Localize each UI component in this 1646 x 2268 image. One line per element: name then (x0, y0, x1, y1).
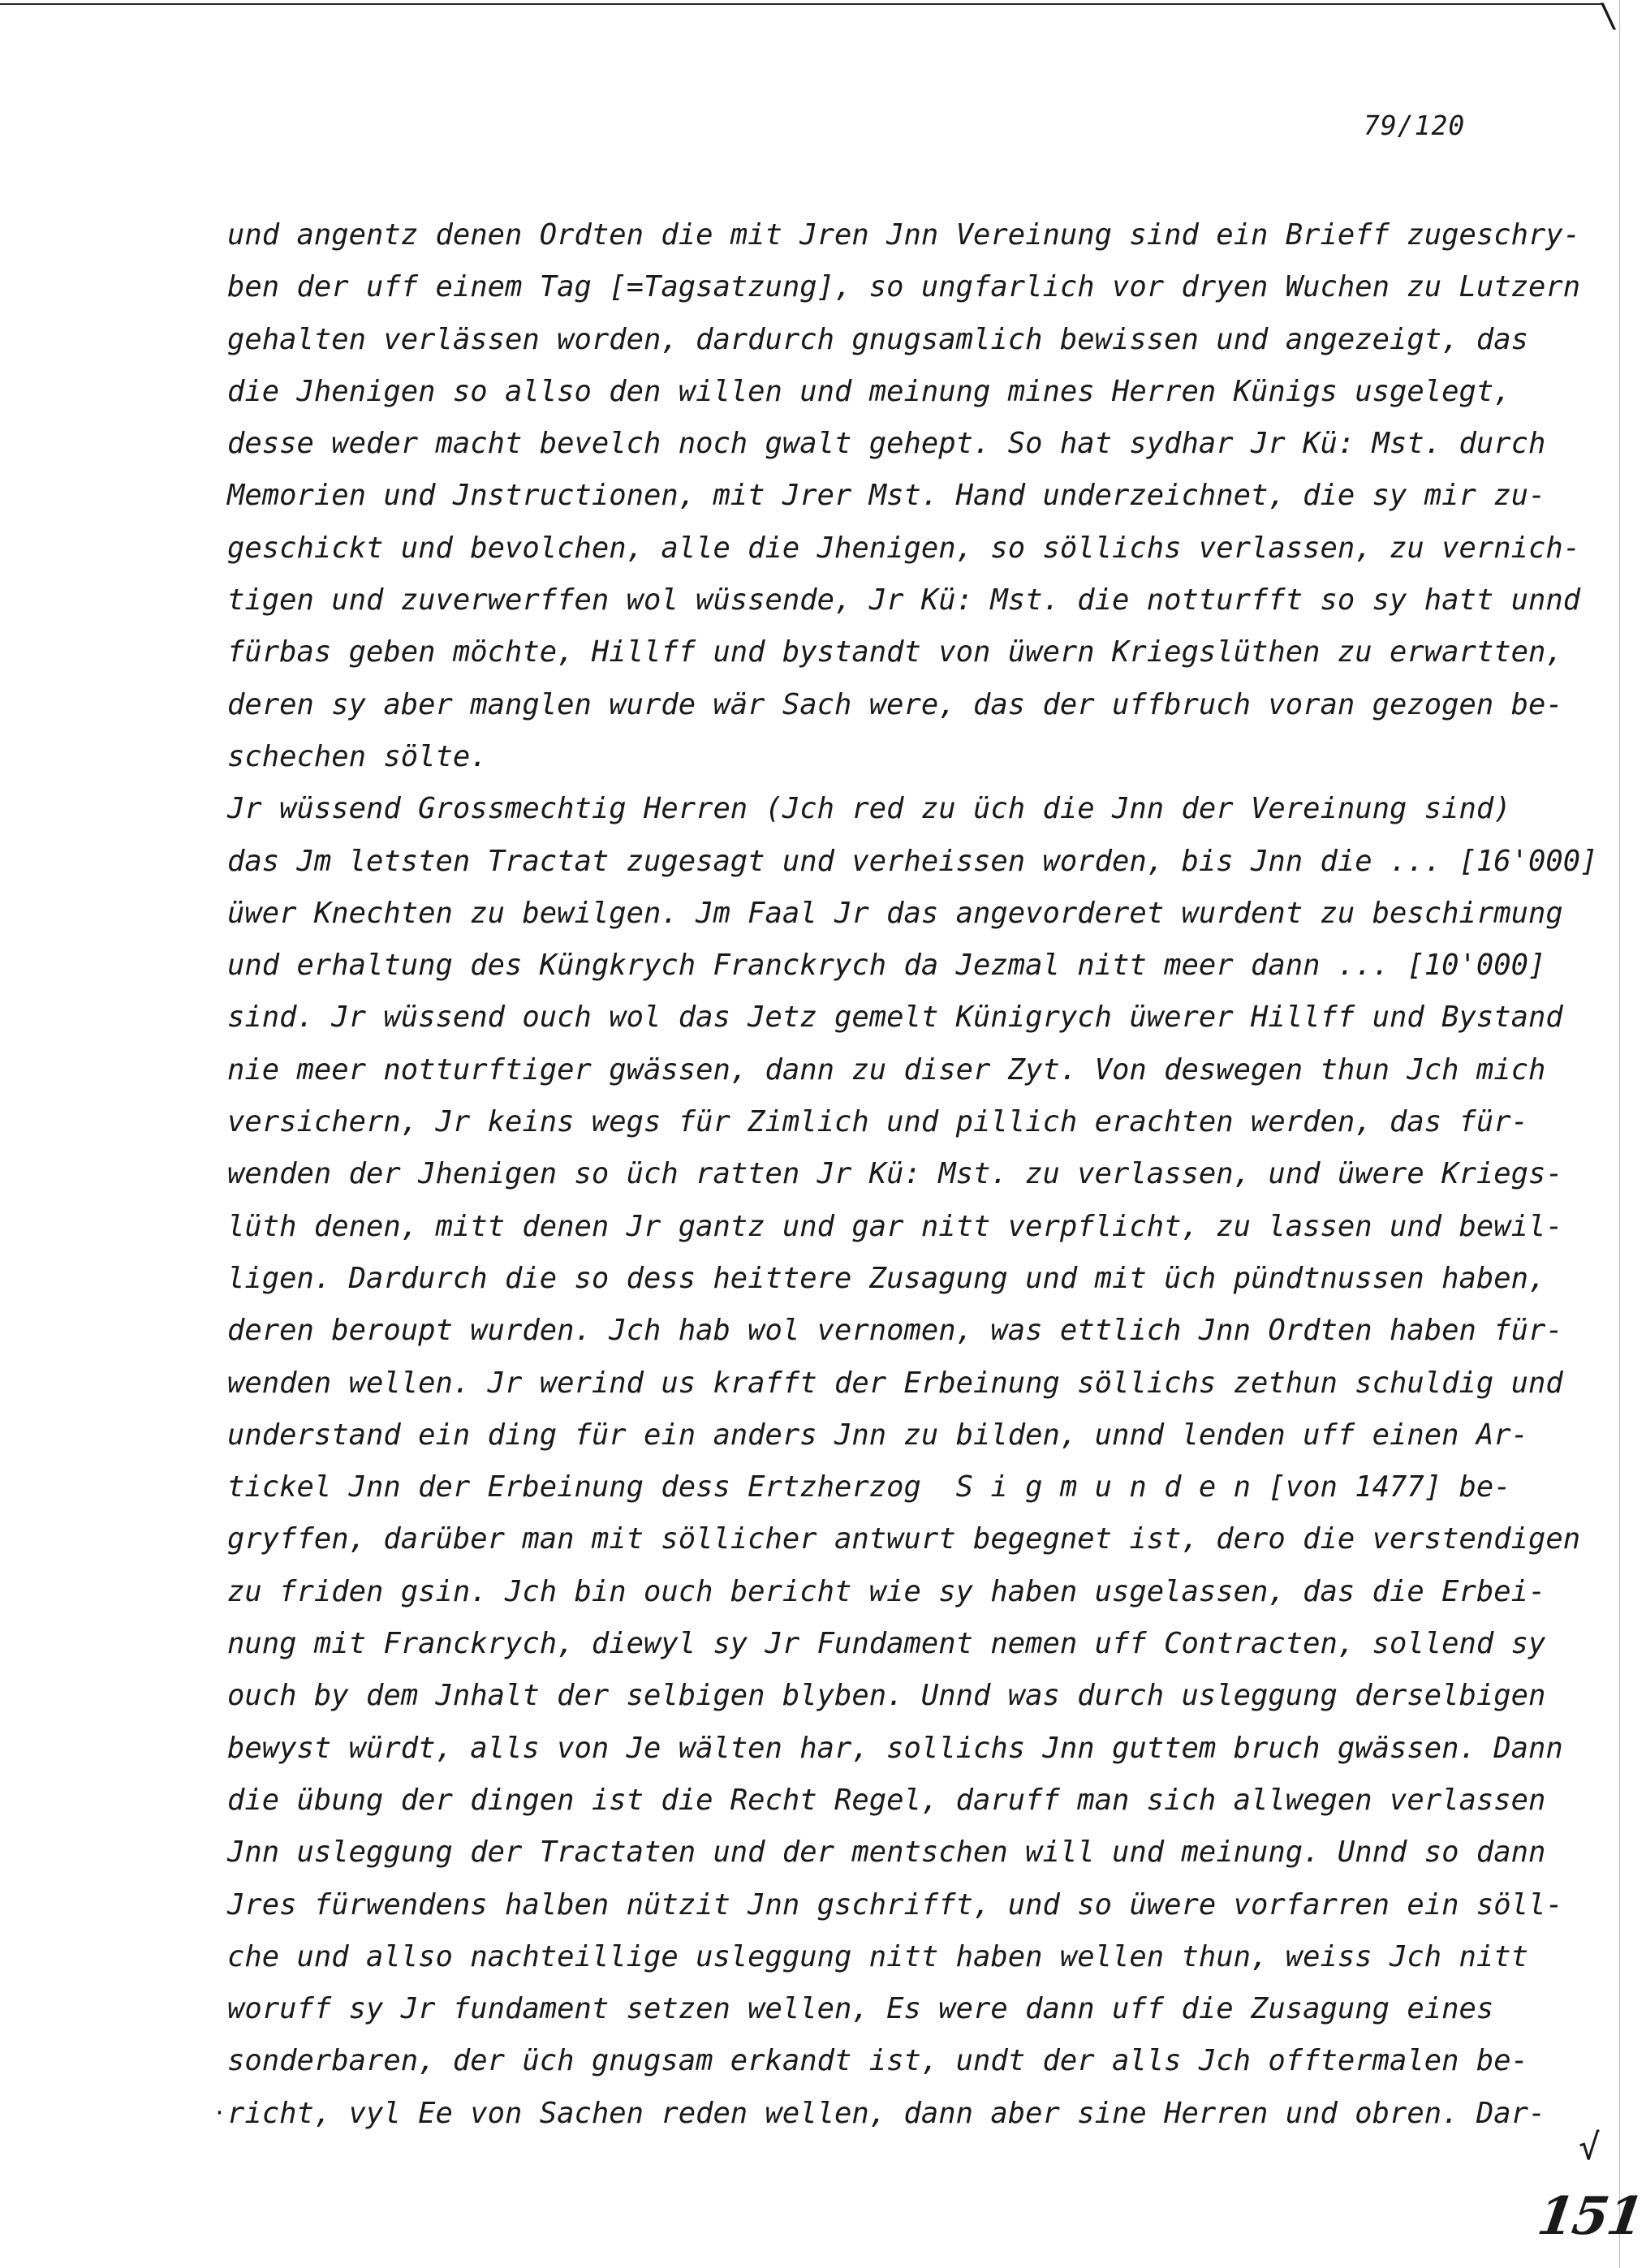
text-line: ben der uff einem Tag [=Tagsatzung], so ungfarlich vor dryen Wuchen zu Lutzern (227, 270, 1581, 304)
text-line: fürbas geben möchte, Hillff und bystandt von üwern Kriegslüthen zu erwartten, (227, 635, 1563, 669)
handwritten-stamp: 151 (1533, 2186, 1646, 2247)
text-line: woruff sy Jr fundament setzen wellen, Es were dann uff die Zusagung eines (227, 1992, 1494, 2026)
text-line: und erhaltung des Küngkrych Franckrych da Jezmal nitt meer dann ... [10'000] (227, 949, 1546, 983)
text-line: ouch by dem Jnhalt der selbigen blyben. Unnd was durch usleggung derselbigen (227, 1679, 1546, 1713)
text-line: sonderbaren, der üch gnugsam erkandt ist, undt der alls Jch offtermalen be- (227, 2044, 1528, 2078)
text-line: Jres fürwendens halben nützit Jnn gschrifft, und so üwere vorfarren ein söll- (227, 1887, 1563, 1922)
text-line: schechen sölte. (227, 739, 488, 773)
text-line: understand ein ding für ein anders Jnn zu bilden, unnd lenden uff einen Ar- (227, 1418, 1528, 1452)
text-line: lüth denen, mitt denen Jr gantz und gar nitt verpflicht, zu lassen und bewil- (227, 1209, 1563, 1243)
text-line: das Jm letsten Tractat zugesagt und verheissen worden, bis Jnn die ... [16'000] (227, 844, 1598, 878)
text-line: desse weder macht bevelch noch gwalt gehept. So hat sydhar Jr Kü: Mst. durch (227, 427, 1546, 461)
text-line: versichern, Jr keins wegs für Zimlich und pillich erachten werden, das für- (227, 1105, 1528, 1139)
text-line: die Jhenigen so allso den willen und meinung mines Herren Künigs usgelegt, (227, 374, 1511, 408)
text-line: Jr wüssend Grossmechtig Herren (Jch red zu üch die Jnn der Vereinung sind) (227, 792, 1511, 826)
text-line: deren beroupt wurden. Jch hab wol vernomen, was ettlich Jnn Ordten haben für- (227, 1314, 1563, 1348)
text-line: nung mit Franckrych, diewyl sy Jr Fundament nemen uff Contracten, sollend sy (227, 1627, 1546, 1661)
text-line: tigen und zuverwerffen wol wüssende, Jr Kü: Mst. die notturfft so sy hatt unnd (227, 583, 1581, 618)
corner-mark: \ (1599, 0, 1619, 35)
text-line: wenden wellen. Jr werind us krafft der Erbeinung söllichs zethun schuldig und (227, 1366, 1563, 1400)
text-line: nie meer notturftiger gwässen, dann zu diser Zyt. Von deswegen thun Jch mich (227, 1052, 1546, 1087)
margin-dot: · (213, 2099, 226, 2126)
page-number: 79/120 (1364, 110, 1466, 141)
text-line: üwer Knechten zu bewilgen. Jm Faal Jr das angevorderet wurdent zu beschirmung (227, 896, 1563, 930)
text-line: die übung der dingen ist die Recht Regel, daruff man sich allwegen verlassen (227, 1783, 1546, 1817)
document-body (227, 209, 1598, 2140)
text-line: geschickt und bevolchen, alle die Jhenigen, so söllichs verlassen, zu vernich- (227, 531, 1581, 565)
check-mark: √ (1579, 2127, 1601, 2168)
text-line: richt, vyl Ee von Sachen reden wellen, dann aber sine Herren und obren. Dar- (227, 2096, 1546, 2130)
text-line: Memorien und Jnstructionen, mit Jrer Mst. Hand underzeichnet, die sy mir zu- (227, 479, 1546, 513)
text-line: ligen. Dardurch die so dess heittere Zusagung und mit üch pündtnussen haben, (227, 1261, 1546, 1295)
right-border-line (1619, 0, 1620, 2268)
text-line: sind. Jr wüssend ouch wol das Jetz gemelt Künigrych üwerer Hillff und Bystand (227, 1001, 1563, 1035)
text-line: Jnn usleggung der Tractaten und der mentschen will und meinung. Unnd so dann (227, 1835, 1546, 1870)
text-line: deren sy aber manglen wurde wär Sach were, das der uffbruch voran gezogen be- (227, 687, 1563, 721)
text-line: tickel Jnn der Erbeinung dess Ertzherzog S i g m u n d e n [von 1477] be- (227, 1470, 1511, 1504)
text-line: zu friden gsin. Jch bin ouch bericht wie sy haben usgelassen, das die Erbei- (227, 1574, 1546, 1608)
text-line: bewyst würdt, alls von Je wälten har, sollichs Jnn guttem bruch gwässen. Dann (227, 1731, 1563, 1765)
text-line: wenden der Jhenigen so üch ratten Jr Kü: Mst. zu verlassen, und üwere Kriegs- (227, 1157, 1563, 1191)
top-border-line (0, 3, 1603, 5)
text-line: che und allso nachteillige usleggung nitt haben wellen thun, weiss Jch nitt (227, 1939, 1528, 1973)
text-line: gryffen, darüber man mit söllicher antwurt begegnet ist, dero die verstendigen (227, 1522, 1581, 1556)
text-line: gehalten verlässen worden, dardurch gnugsamlich bewissen und angezeigt, das (227, 322, 1528, 356)
text-line: und angentz denen Ordten die mit Jren Jnn Vereinung sind ein Brieff zugeschry- (227, 218, 1581, 252)
